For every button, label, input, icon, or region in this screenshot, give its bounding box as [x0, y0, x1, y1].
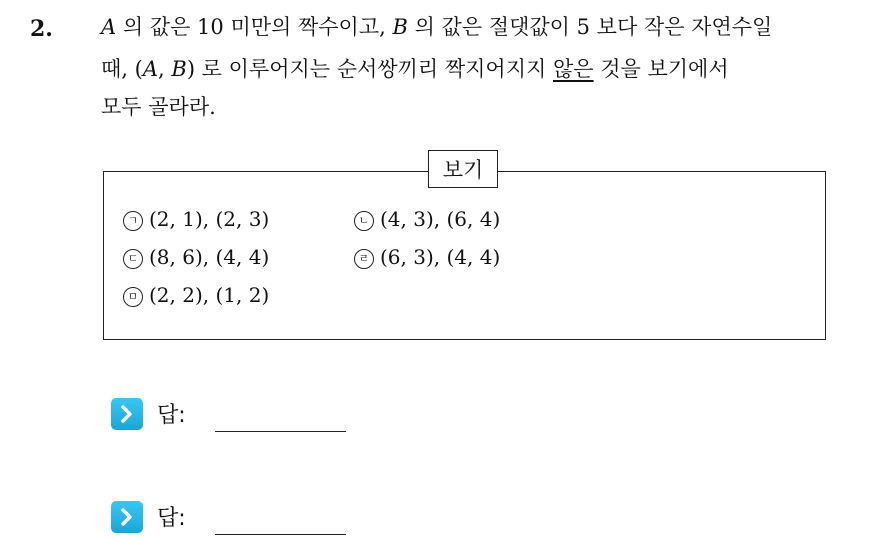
emphasis-not: 않은 — [552, 57, 594, 81]
answer-blank-line[interactable] — [215, 534, 346, 535]
question-text: ) 로 이루어지는 순서쌍끼리 짝지어지지 — [186, 57, 553, 81]
question-text: 때, ( — [101, 57, 143, 81]
choice-text: (8, 6), (4, 4) — [149, 245, 270, 269]
question-line-2 — [101, 54, 729, 84]
question-text: 것을 보기에서 — [593, 57, 729, 81]
choice-item — [123, 206, 269, 232]
variable-a: A — [101, 15, 117, 39]
chevron-right-icon — [111, 501, 143, 533]
circled-mark-icon: ㄴ — [354, 211, 374, 231]
choice-item — [123, 282, 269, 308]
question-number: 2. — [30, 16, 53, 42]
chevron-right-icon — [111, 398, 143, 430]
choices-box-title: 보기 — [428, 150, 498, 188]
answer-blank-line[interactable] — [215, 431, 346, 432]
question-text: 의 값은 10 미만의 짝수이고, — [116, 15, 393, 39]
choice-text: (2, 1), (2, 3) — [149, 207, 270, 231]
question-text: , — [158, 57, 172, 81]
variable-b: B — [392, 15, 408, 39]
circled-mark-icon: ㄹ — [354, 249, 374, 269]
answer-label: 답: — [157, 403, 186, 428]
choice-text: (6, 3), (4, 4) — [380, 245, 501, 269]
choice-text: (2, 2), (1, 2) — [149, 283, 270, 307]
question-line-3: 모두 골라라. — [101, 95, 216, 119]
variable-b: B — [171, 57, 187, 81]
variable-a: A — [142, 57, 159, 81]
circled-mark-icon: ㄱ — [123, 211, 143, 231]
question-line-1 — [101, 12, 772, 42]
choice-item — [354, 206, 500, 232]
circled-mark-icon: ㅁ — [123, 287, 143, 307]
answer-label: 답: — [157, 506, 186, 531]
circled-mark-icon: ㄷ — [123, 249, 143, 269]
choice-item — [123, 244, 269, 270]
choice-item — [354, 244, 500, 270]
question-text: 의 값은 절댓값이 5 보다 작은 자연수일 — [407, 15, 773, 39]
choice-text: (4, 3), (6, 4) — [380, 207, 501, 231]
